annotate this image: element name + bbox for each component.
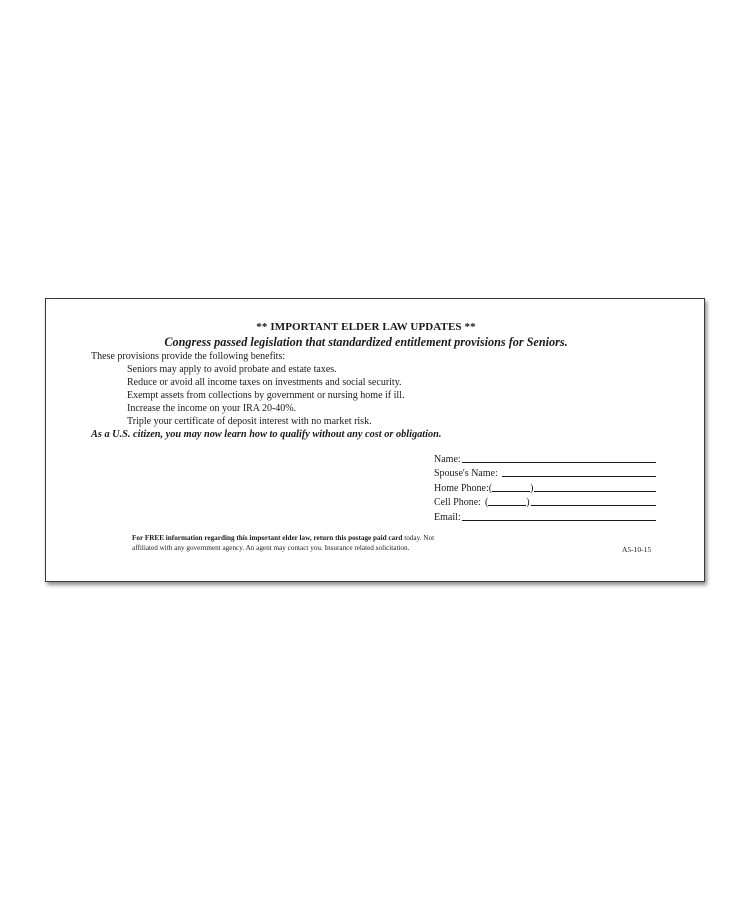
email-label: Email: (434, 511, 461, 523)
cell-phone-row (434, 494, 656, 509)
email-field[interactable] (462, 510, 656, 521)
card-heading: ** IMPORTANT ELDER LAW UPDATES ** (256, 321, 476, 333)
benefit-item: Reduce or avoid all income taxes on investments and social security. (127, 377, 402, 388)
cell-phone-label: Cell Phone: (434, 497, 481, 508)
home-phone-row (434, 479, 656, 494)
name-field[interactable] (462, 452, 656, 463)
benefit-item: Triple your certificate of deposit interest with no market risk. (127, 416, 372, 427)
home-phone-field[interactable] (534, 481, 656, 492)
paren-close: ) (530, 482, 534, 494)
disclaimer-lead: For FREE information regarding this important elder law, return this postage paid card (132, 534, 403, 542)
disclaimer-rest: today. Not affiliated with any government agency. An agent may contact you. Insurance related solicitation. (132, 534, 435, 552)
name-row (434, 450, 656, 465)
paren-open: ( (488, 482, 493, 494)
citizen-statement: As a U.S. citizen, you may now learn how to qualify without any cost or obligation. (91, 429, 442, 440)
name-label: Name: (434, 453, 461, 465)
benefit-item: Increase the income on your IRA 20-40%. (127, 403, 297, 414)
card-subheading: Congress passed legislation that standardized entitlement provisions for Seniors. (164, 335, 568, 349)
paren-open: ( (484, 497, 489, 508)
paren-close: ) (526, 497, 530, 508)
area-code-blank (488, 495, 526, 506)
spouse-row (434, 465, 656, 480)
contact-form (434, 450, 656, 523)
form-code: A5-10-15 (622, 545, 652, 554)
benefits-list (127, 363, 404, 428)
reply-card (45, 298, 705, 582)
cell-phone-field[interactable] (531, 495, 656, 506)
benefit-item: Seniors may apply to avoid probate and estate taxes. (127, 364, 337, 375)
area-code-blank (492, 481, 530, 492)
disclaimer-text (132, 533, 442, 553)
home-phone-label: Home Phone: (434, 482, 489, 494)
benefit-item: Exempt assets from collections by government or nursing home if ill. (127, 390, 405, 401)
cell-area-code-field[interactable] (485, 495, 530, 508)
spouse-name-field[interactable] (502, 466, 656, 477)
home-area-code-field[interactable] (489, 481, 534, 494)
benefits-intro: These provisions provide the following benefits: (91, 351, 286, 362)
email-row (434, 508, 656, 523)
spouse-name-label: Spouse's Name: (434, 468, 498, 479)
